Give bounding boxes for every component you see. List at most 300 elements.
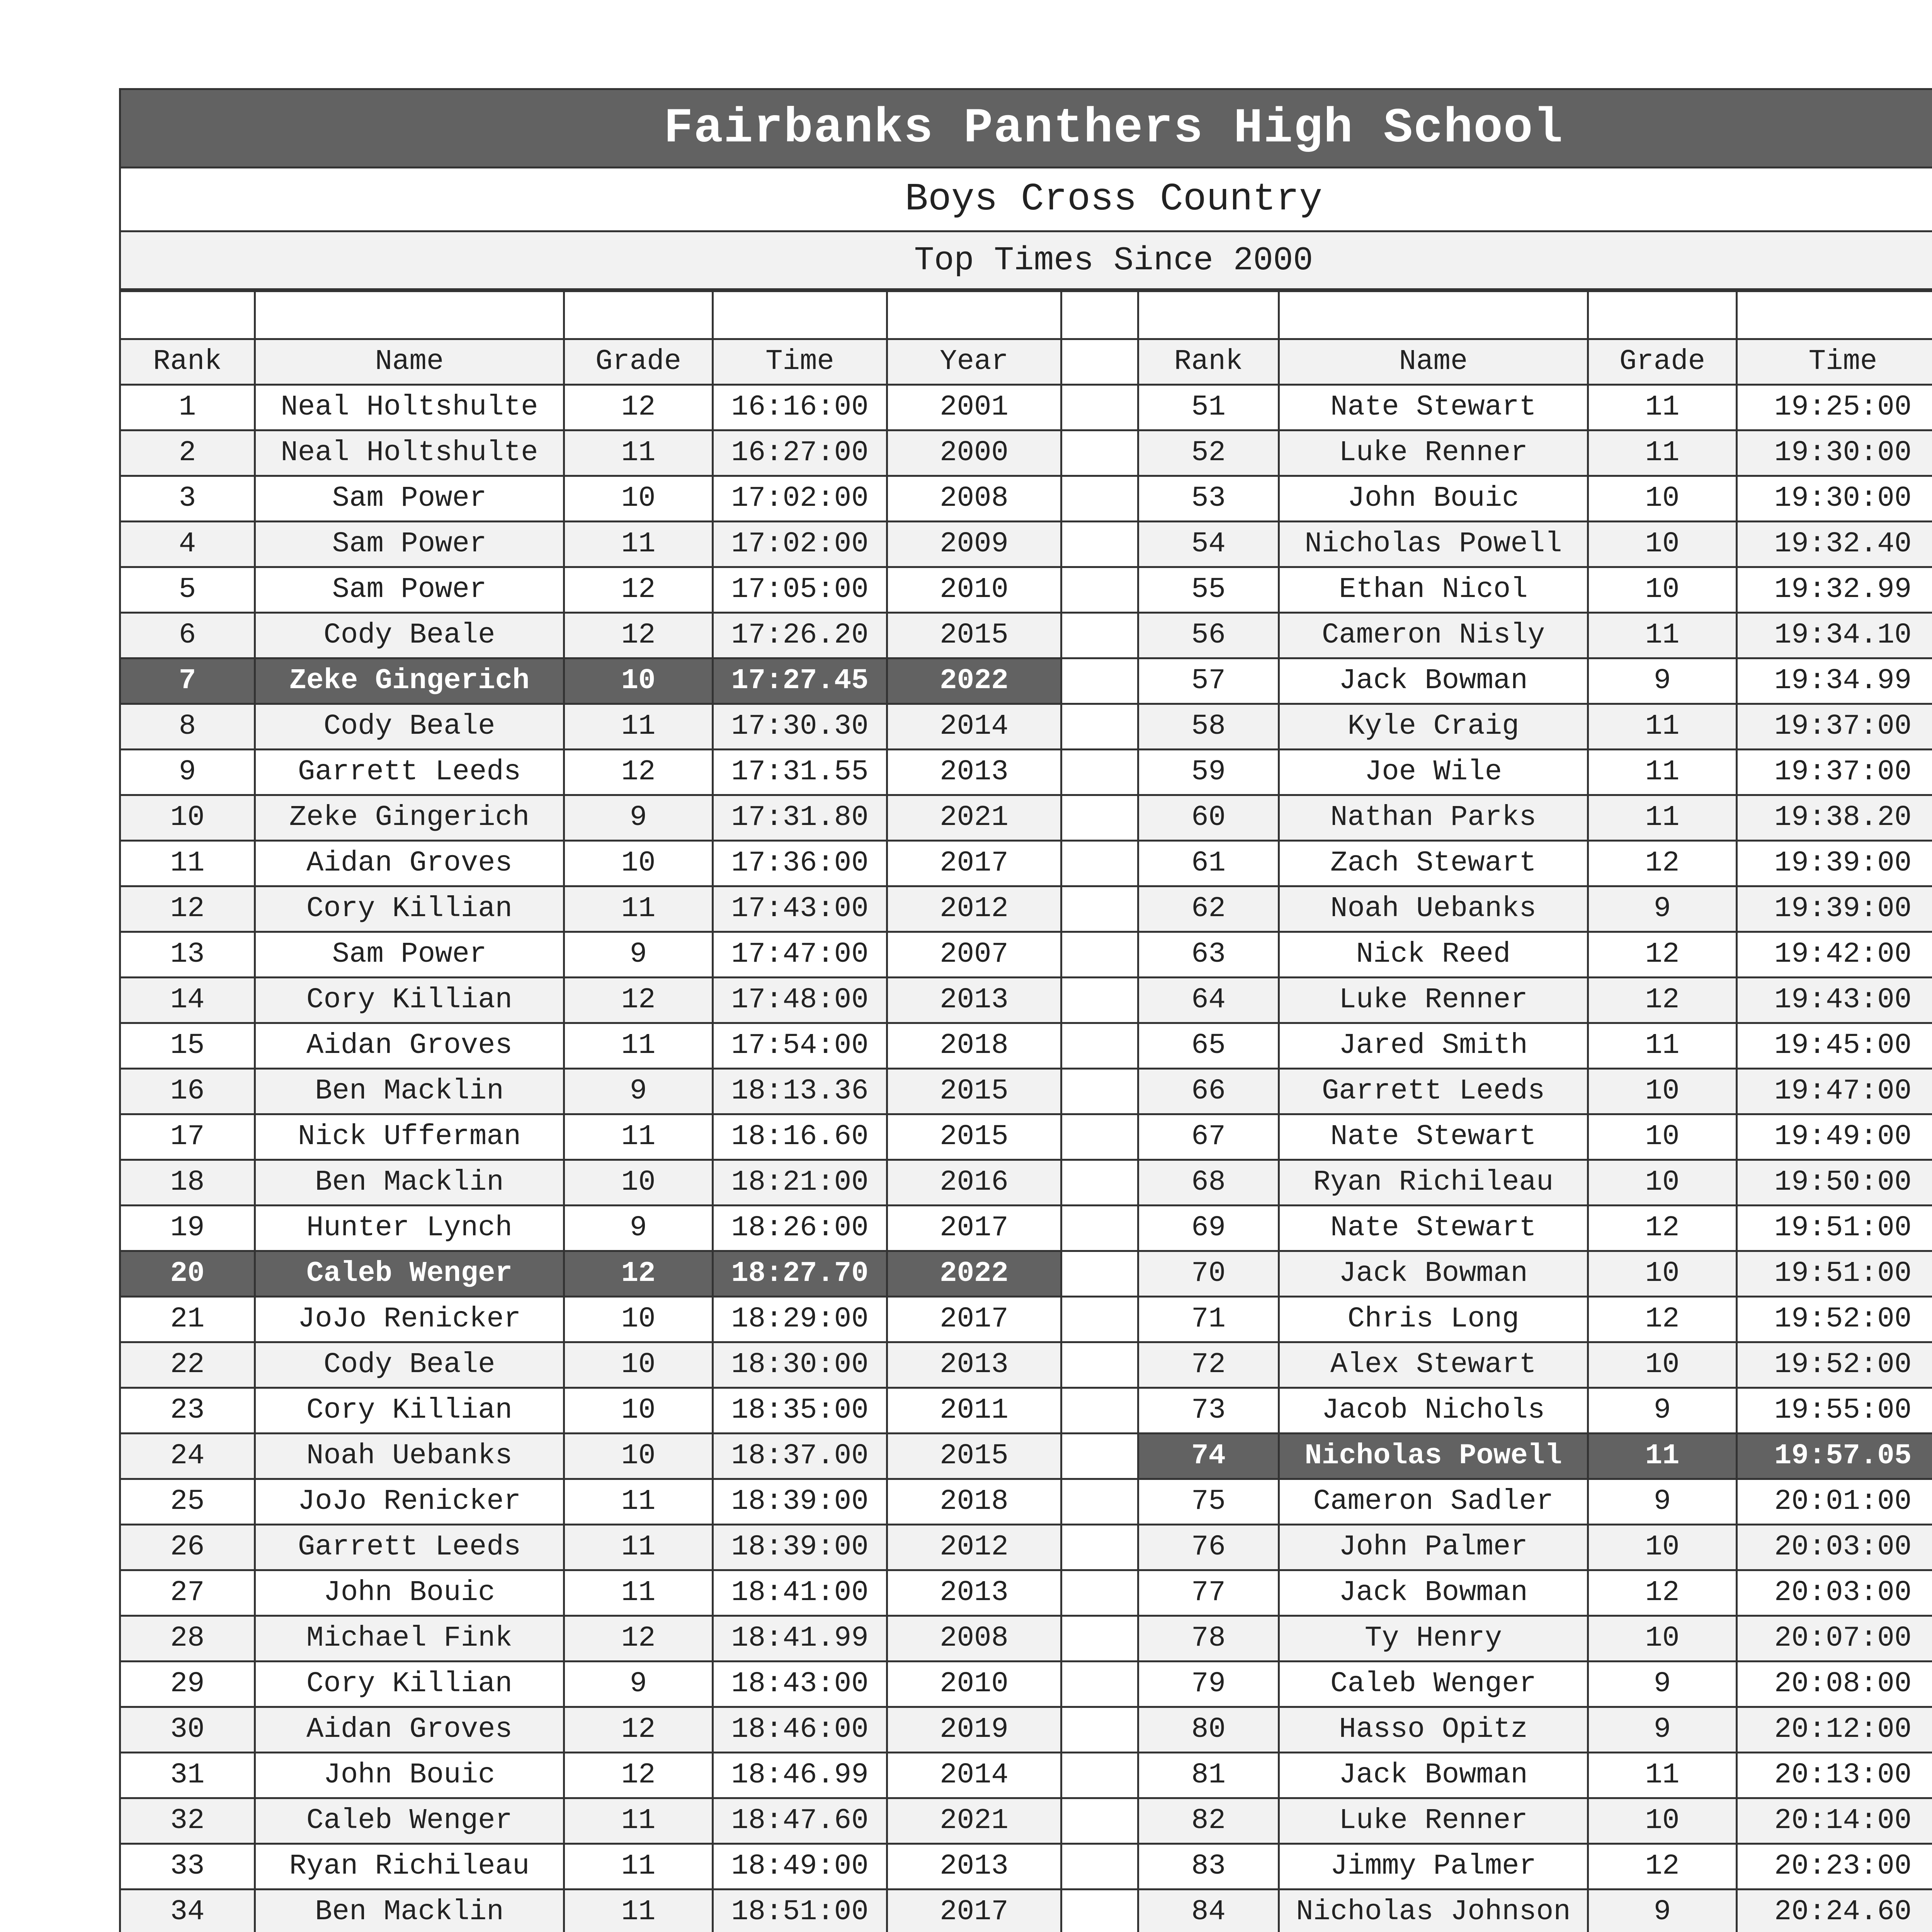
cell-grade: 12 <box>564 613 713 658</box>
cell-grade: 12 <box>564 385 713 430</box>
cell-time: 20:23:00 <box>1737 1844 1932 1889</box>
cell-time: 19:30:00 <box>1737 476 1932 522</box>
cell-rank: 34 <box>120 1889 255 1932</box>
cell-name: John Bouic <box>255 1570 564 1616</box>
blank-cell <box>887 291 1061 339</box>
cell-rank: 23 <box>120 1388 255 1434</box>
cell-rank: 84 <box>1138 1889 1279 1932</box>
cell-year: 2013 <box>887 978 1061 1023</box>
cell-time: 19:52:00 <box>1737 1297 1932 1342</box>
cell-name: Ryan Richileau <box>1279 1160 1588 1206</box>
cell-name: Cameron Sadler <box>1279 1479 1588 1525</box>
blank-row <box>120 291 1932 339</box>
cell-time: 19:38.20 <box>1737 795 1932 841</box>
cell-time: 16:27:00 <box>713 430 887 476</box>
cell-grade: 10 <box>1588 1069 1737 1114</box>
cell-time: 18:43:00 <box>713 1662 887 1707</box>
blank-cell <box>713 291 887 339</box>
table-row <box>120 1251 1932 1297</box>
cell-name: Garrett Leeds <box>255 1525 564 1570</box>
cell-name: Luke Renner <box>1279 430 1588 476</box>
cell-rank: 54 <box>1138 522 1279 567</box>
cell-rank: 16 <box>120 1069 255 1114</box>
cell-time: 17:36:00 <box>713 841 887 886</box>
cell-year: 2021 <box>887 795 1061 841</box>
cell-year: 2017 <box>887 1297 1061 1342</box>
cell-name: Nick Reed <box>1279 932 1588 978</box>
gap-cell <box>1061 932 1138 978</box>
cell-rank: 59 <box>1138 750 1279 795</box>
blank-cell <box>1737 291 1932 339</box>
gap-cell <box>1061 339 1138 385</box>
cell-grade: 10 <box>564 1160 713 1206</box>
table-row <box>120 1662 1932 1707</box>
cell-name: Caleb Wenger <box>1279 1662 1588 1707</box>
cell-grade: 9 <box>1588 1889 1737 1932</box>
cell-grade: 11 <box>1588 613 1737 658</box>
table-row <box>120 522 1932 567</box>
cell-rank: 13 <box>120 932 255 978</box>
cell-name: Nick Ufferman <box>255 1114 564 1160</box>
cell-year: 2022 <box>887 658 1061 704</box>
cell-name: Zeke Gingerich <box>255 795 564 841</box>
gap-cell <box>1061 1798 1138 1844</box>
cell-time: 20:14:00 <box>1737 1798 1932 1844</box>
cell-time: 19:55:00 <box>1737 1388 1932 1434</box>
table-row <box>120 1206 1932 1251</box>
table-row <box>120 385 1932 430</box>
cell-name: JoJo Renicker <box>255 1297 564 1342</box>
cell-rank: 12 <box>120 886 255 932</box>
gap-cell <box>1061 430 1138 476</box>
cell-year: 2018 <box>887 1023 1061 1069</box>
cell-time: 20:13:00 <box>1737 1753 1932 1798</box>
cell-name: Ryan Richileau <box>255 1844 564 1889</box>
cell-time: 17:48:00 <box>713 978 887 1023</box>
table-row <box>120 841 1932 886</box>
table-row <box>120 1889 1932 1932</box>
cell-time: 19:51:00 <box>1737 1251 1932 1297</box>
school-title: Fairbanks Panthers High School <box>119 88 1932 168</box>
cell-grade: 10 <box>1588 1160 1737 1206</box>
cell-grade: 12 <box>1588 1570 1737 1616</box>
cell-name: Michael Fink <box>255 1616 564 1662</box>
table-row <box>120 704 1932 750</box>
cell-grade: 10 <box>564 476 713 522</box>
cell-rank: 17 <box>120 1114 255 1160</box>
cell-grade: 11 <box>564 704 713 750</box>
gap-cell <box>1061 1388 1138 1434</box>
cell-name: Zeke Gingerich <box>255 658 564 704</box>
table-row <box>120 430 1932 476</box>
cell-grade: 11 <box>1588 1434 1737 1479</box>
gap-cell <box>1061 291 1138 339</box>
cell-grade: 10 <box>1588 1114 1737 1160</box>
cell-time: 19:25:00 <box>1737 385 1932 430</box>
table-row <box>120 750 1932 795</box>
cell-year: 2013 <box>887 1342 1061 1388</box>
cell-grade: 12 <box>1588 1206 1737 1251</box>
cell-grade: 11 <box>1588 430 1737 476</box>
cell-grade: 10 <box>1588 522 1737 567</box>
cell-time: 19:50:00 <box>1737 1160 1932 1206</box>
cell-year: 2014 <box>887 1753 1061 1798</box>
gap-cell <box>1061 1889 1138 1932</box>
table-row <box>120 1525 1932 1570</box>
cell-time: 17:54:00 <box>713 1023 887 1069</box>
cell-rank: 9 <box>120 750 255 795</box>
cell-year: 2009 <box>887 522 1061 567</box>
cell-rank: 64 <box>1138 978 1279 1023</box>
cell-grade: 11 <box>564 522 713 567</box>
cell-rank: 73 <box>1138 1388 1279 1434</box>
cell-grade: 11 <box>564 1798 713 1844</box>
cell-time: 19:39:00 <box>1737 841 1932 886</box>
cell-rank: 82 <box>1138 1798 1279 1844</box>
cell-year: 2015 <box>887 1434 1061 1479</box>
gap-cell <box>1061 1023 1138 1069</box>
cell-name: Cameron Nisly <box>1279 613 1588 658</box>
cell-time: 20:12:00 <box>1737 1707 1932 1753</box>
gap-cell <box>1061 1342 1138 1388</box>
cell-time: 17:02:00 <box>713 476 887 522</box>
cell-rank: 14 <box>120 978 255 1023</box>
cell-grade: 10 <box>1588 1342 1737 1388</box>
cell-time: 18:35:00 <box>713 1388 887 1434</box>
table-row <box>120 886 1932 932</box>
cell-rank: 69 <box>1138 1206 1279 1251</box>
cell-name: Hasso Opitz <box>1279 1707 1588 1753</box>
cell-grade: 9 <box>1588 1388 1737 1434</box>
records-sheet <box>119 88 1932 1932</box>
cell-name: Alex Stewart <box>1279 1342 1588 1388</box>
cell-name: Caleb Wenger <box>255 1798 564 1844</box>
cell-time: 18:27.70 <box>713 1251 887 1297</box>
cell-year: 2015 <box>887 1069 1061 1114</box>
cell-time: 20:08:00 <box>1737 1662 1932 1707</box>
gap-cell <box>1061 1434 1138 1479</box>
cell-year: 2017 <box>887 1889 1061 1932</box>
cell-name: Nicholas Powell <box>1279 1434 1588 1479</box>
cell-time: 19:45:00 <box>1737 1023 1932 1069</box>
table-row <box>120 1479 1932 1525</box>
table-row <box>120 932 1932 978</box>
cell-grade: 11 <box>564 1114 713 1160</box>
col-header-time: Time <box>713 339 887 385</box>
cell-year: 2022 <box>887 1251 1061 1297</box>
cell-name: Joe Wile <box>1279 750 1588 795</box>
cell-name: Nicholas Johnson <box>1279 1889 1588 1932</box>
table-row <box>120 1753 1932 1798</box>
cell-name: Jimmy Palmer <box>1279 1844 1588 1889</box>
cell-grade: 9 <box>1588 1662 1737 1707</box>
cell-year: 2008 <box>887 1616 1061 1662</box>
cell-rank: 70 <box>1138 1251 1279 1297</box>
cell-name: Nate Stewart <box>1279 385 1588 430</box>
cell-rank: 32 <box>120 1798 255 1844</box>
cell-name: Cody Beale <box>255 704 564 750</box>
cell-rank: 57 <box>1138 658 1279 704</box>
cell-time: 20:03:00 <box>1737 1525 1932 1570</box>
cell-name: Cody Beale <box>255 1342 564 1388</box>
cell-rank: 27 <box>120 1570 255 1616</box>
cell-rank: 53 <box>1138 476 1279 522</box>
cell-time: 17:43:00 <box>713 886 887 932</box>
cell-grade: 12 <box>564 1251 713 1297</box>
cell-grade: 10 <box>564 1342 713 1388</box>
cell-rank: 83 <box>1138 1844 1279 1889</box>
cell-rank: 10 <box>120 795 255 841</box>
cell-time: 19:32.40 <box>1737 522 1932 567</box>
cell-year: 2016 <box>887 1160 1061 1206</box>
cell-name: Jared Smith <box>1279 1023 1588 1069</box>
cell-name: Nate Stewart <box>1279 1114 1588 1160</box>
cell-time: 18:39:00 <box>713 1525 887 1570</box>
cell-time: 17:47:00 <box>713 932 887 978</box>
cell-year: 2013 <box>887 1844 1061 1889</box>
cell-time: 18:46.99 <box>713 1753 887 1798</box>
gap-cell <box>1061 1753 1138 1798</box>
cell-year: 2015 <box>887 613 1061 658</box>
cell-name: Luke Renner <box>1279 1798 1588 1844</box>
cell-name: John Bouic <box>255 1753 564 1798</box>
cell-time: 18:49:00 <box>713 1844 887 1889</box>
cell-year: 2012 <box>887 886 1061 932</box>
table-row <box>120 978 1932 1023</box>
gap-cell <box>1061 1479 1138 1525</box>
cell-grade: 12 <box>564 1707 713 1753</box>
cell-name: Cory Killian <box>255 1388 564 1434</box>
gap-cell <box>1061 1844 1138 1889</box>
cell-name: Cody Beale <box>255 613 564 658</box>
blank-cell <box>255 291 564 339</box>
table-row <box>120 658 1932 704</box>
cell-name: Noah Uebanks <box>255 1434 564 1479</box>
cell-time: 19:34.10 <box>1737 613 1932 658</box>
col-header-time: Time <box>1737 339 1932 385</box>
table-row <box>120 567 1932 613</box>
gap-cell <box>1061 978 1138 1023</box>
cell-grade: 9 <box>564 795 713 841</box>
cell-time: 18:47.60 <box>713 1798 887 1844</box>
cell-time: 20:07:00 <box>1737 1616 1932 1662</box>
cell-year: 2000 <box>887 430 1061 476</box>
cell-rank: 31 <box>120 1753 255 1798</box>
gap-cell <box>1061 1069 1138 1114</box>
gap-cell <box>1061 1297 1138 1342</box>
cell-grade: 11 <box>564 1023 713 1069</box>
cell-name: Ben Macklin <box>255 1160 564 1206</box>
cell-name: Nate Stewart <box>1279 1206 1588 1251</box>
cell-time: 19:52:00 <box>1737 1342 1932 1388</box>
col-header-name: Name <box>255 339 564 385</box>
table-row <box>120 795 1932 841</box>
cell-rank: 25 <box>120 1479 255 1525</box>
cell-time: 18:37.00 <box>713 1434 887 1479</box>
cell-name: Jack Bowman <box>1279 658 1588 704</box>
table-row <box>120 1114 1932 1160</box>
cell-name: Jack Bowman <box>1279 1753 1588 1798</box>
table-row <box>120 476 1932 522</box>
cell-time: 19:47:00 <box>1737 1069 1932 1114</box>
cell-name: Noah Uebanks <box>1279 886 1588 932</box>
cell-time: 18:16.60 <box>713 1114 887 1160</box>
cell-year: 2008 <box>887 476 1061 522</box>
blank-cell <box>1588 291 1737 339</box>
cell-rank: 75 <box>1138 1479 1279 1525</box>
cell-time: 17:31.80 <box>713 795 887 841</box>
cell-time: 19:34.99 <box>1737 658 1932 704</box>
cell-name: Jack Bowman <box>1279 1570 1588 1616</box>
cell-grade: 11 <box>1588 750 1737 795</box>
cell-year: 2018 <box>887 1479 1061 1525</box>
cell-rank: 2 <box>120 430 255 476</box>
cell-name: John Palmer <box>1279 1525 1588 1570</box>
cell-name: Sam Power <box>255 567 564 613</box>
cell-rank: 30 <box>120 1707 255 1753</box>
table-row <box>120 1023 1932 1069</box>
cell-name: Nicholas Powell <box>1279 522 1588 567</box>
cell-grade: 10 <box>1588 1251 1737 1297</box>
gap-cell <box>1061 1570 1138 1616</box>
cell-time: 20:24.60 <box>1737 1889 1932 1932</box>
cell-rank: 7 <box>120 658 255 704</box>
cell-year: 2012 <box>887 1525 1061 1570</box>
cell-time: 19:32.99 <box>1737 567 1932 613</box>
cell-year: 2010 <box>887 1662 1061 1707</box>
cell-rank: 52 <box>1138 430 1279 476</box>
times-table-body <box>120 291 1932 1932</box>
cell-name: John Bouic <box>1279 476 1588 522</box>
cell-time: 19:39:00 <box>1737 886 1932 932</box>
cell-time: 17:02:00 <box>713 522 887 567</box>
cell-time: 18:29:00 <box>713 1297 887 1342</box>
blank-cell <box>120 291 255 339</box>
cell-time: 19:49:00 <box>1737 1114 1932 1160</box>
cell-rank: 66 <box>1138 1069 1279 1114</box>
cell-name: Sam Power <box>255 522 564 567</box>
cell-rank: 80 <box>1138 1707 1279 1753</box>
cell-rank: 6 <box>120 613 255 658</box>
cell-name: Ben Macklin <box>255 1889 564 1932</box>
cell-time: 18:41.99 <box>713 1616 887 1662</box>
cell-time: 17:26.20 <box>713 613 887 658</box>
cell-grade: 11 <box>1588 385 1737 430</box>
cell-grade: 11 <box>564 1479 713 1525</box>
cell-grade: 12 <box>564 978 713 1023</box>
cell-rank: 60 <box>1138 795 1279 841</box>
table-row <box>120 1434 1932 1479</box>
cell-rank: 63 <box>1138 932 1279 978</box>
table-row <box>120 1844 1932 1889</box>
cell-rank: 21 <box>120 1297 255 1342</box>
cell-grade: 11 <box>1588 1023 1737 1069</box>
cell-rank: 51 <box>1138 385 1279 430</box>
cell-name: JoJo Renicker <box>255 1479 564 1525</box>
cell-name: Jacob Nichols <box>1279 1388 1588 1434</box>
table-row <box>120 1297 1932 1342</box>
cell-year: 2017 <box>887 1206 1061 1251</box>
cell-name: Nathan Parks <box>1279 795 1588 841</box>
cell-rank: 19 <box>120 1206 255 1251</box>
cell-grade: 12 <box>564 567 713 613</box>
cell-time: 17:30.30 <box>713 704 887 750</box>
cell-rank: 58 <box>1138 704 1279 750</box>
gap-cell <box>1061 1616 1138 1662</box>
cell-rank: 24 <box>120 1434 255 1479</box>
cell-grade: 11 <box>1588 1753 1737 1798</box>
cell-year: 2007 <box>887 932 1061 978</box>
cell-time: 16:16:00 <box>713 385 887 430</box>
cell-grade: 12 <box>1588 978 1737 1023</box>
gap-cell <box>1061 1160 1138 1206</box>
cell-grade: 9 <box>564 1662 713 1707</box>
cell-name: Cory Killian <box>255 886 564 932</box>
cell-rank: 81 <box>1138 1753 1279 1798</box>
cell-time: 17:27.45 <box>713 658 887 704</box>
cell-time: 18:26:00 <box>713 1206 887 1251</box>
cell-name: Ty Henry <box>1279 1616 1588 1662</box>
table-row <box>120 1160 1932 1206</box>
cell-rank: 56 <box>1138 613 1279 658</box>
cell-grade: 12 <box>1588 932 1737 978</box>
cell-grade: 11 <box>564 430 713 476</box>
cell-grade: 10 <box>564 1434 713 1479</box>
cell-grade: 11 <box>564 1889 713 1932</box>
cell-name: Zach Stewart <box>1279 841 1588 886</box>
cell-name: Garrett Leeds <box>1279 1069 1588 1114</box>
times-table <box>119 290 1932 1932</box>
table-row <box>120 1342 1932 1388</box>
cell-grade: 10 <box>564 1297 713 1342</box>
cell-grade: 11 <box>564 1570 713 1616</box>
blank-cell <box>1279 291 1588 339</box>
gap-cell <box>1061 1251 1138 1297</box>
cell-grade: 12 <box>564 1753 713 1798</box>
blank-cell <box>1138 291 1279 339</box>
col-header-rank: Rank <box>120 339 255 385</box>
cell-grade: 9 <box>564 1206 713 1251</box>
cell-grade: 9 <box>1588 1479 1737 1525</box>
cell-grade: 12 <box>564 750 713 795</box>
cell-grade: 10 <box>564 658 713 704</box>
blank-cell <box>564 291 713 339</box>
sport-subtitle: Boys Cross Country <box>119 168 1932 232</box>
cell-grade: 10 <box>564 841 713 886</box>
cell-year: 2013 <box>887 1570 1061 1616</box>
cell-grade: 9 <box>1588 658 1737 704</box>
cell-rank: 74 <box>1138 1434 1279 1479</box>
header-row <box>120 339 1932 385</box>
table-row <box>120 1069 1932 1114</box>
cell-name: Aidan Groves <box>255 841 564 886</box>
cell-rank: 29 <box>120 1662 255 1707</box>
gap-cell <box>1061 1662 1138 1707</box>
cell-time: 17:05:00 <box>713 567 887 613</box>
cell-rank: 15 <box>120 1023 255 1069</box>
cell-name: Hunter Lynch <box>255 1206 564 1251</box>
cell-rank: 4 <box>120 522 255 567</box>
cell-name: Neal Holtshulte <box>255 430 564 476</box>
cell-time: 20:03:00 <box>1737 1570 1932 1616</box>
cell-name: Chris Long <box>1279 1297 1588 1342</box>
cell-year: 2021 <box>887 1798 1061 1844</box>
cell-name: Sam Power <box>255 476 564 522</box>
cell-year: 2011 <box>887 1388 1061 1434</box>
cell-rank: 33 <box>120 1844 255 1889</box>
cell-rank: 26 <box>120 1525 255 1570</box>
col-header-grade: Grade <box>1588 339 1737 385</box>
